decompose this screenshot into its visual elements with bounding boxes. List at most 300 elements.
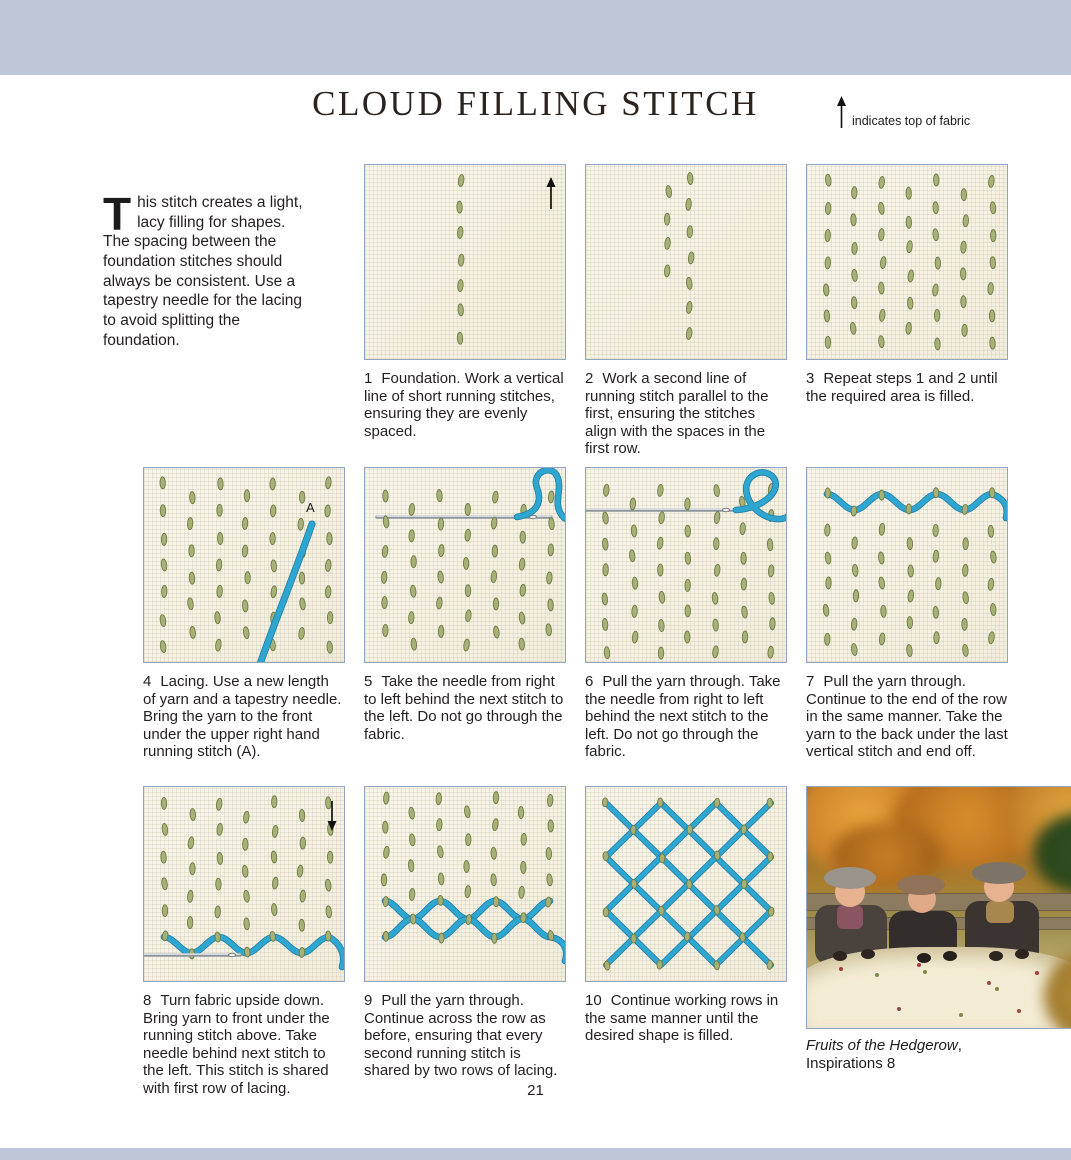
running-stitch <box>161 559 168 572</box>
running-stitch <box>960 241 966 253</box>
child-scarf <box>986 901 1014 923</box>
running-stitch <box>408 807 415 820</box>
yarn <box>716 911 744 938</box>
running-stitch <box>963 215 969 227</box>
yarn <box>992 494 1007 518</box>
running-stitch <box>217 532 223 544</box>
child-cap <box>972 862 1026 884</box>
running-stitch <box>438 895 444 905</box>
running-stitch <box>739 932 745 942</box>
running-stitch <box>823 284 829 296</box>
running-stitch <box>906 216 912 228</box>
running-stitch <box>187 517 193 529</box>
running-stitch <box>934 632 940 644</box>
child-glove <box>989 951 1003 961</box>
running-stitch <box>545 624 551 636</box>
running-stitch <box>325 559 332 571</box>
running-stitch <box>325 797 331 809</box>
running-stitch <box>853 590 859 602</box>
gallery-caption: Fruits of the Hedgerow, Inspirations 8 <box>806 1037 962 1072</box>
running-stitch <box>327 641 333 653</box>
running-stitch <box>299 491 304 503</box>
running-stitch <box>548 544 554 556</box>
running-stitch <box>242 517 248 529</box>
running-stitch <box>327 612 333 624</box>
running-stitch <box>437 571 444 584</box>
running-stitch <box>216 823 223 836</box>
header-band <box>0 0 1071 75</box>
running-stitch <box>714 851 720 861</box>
step-photo-7 <box>806 467 1008 663</box>
running-stitch <box>741 879 747 888</box>
running-stitch <box>439 933 445 943</box>
running-stitch <box>687 172 693 184</box>
running-stitch <box>520 913 526 923</box>
running-stitch <box>879 633 886 646</box>
running-stitch <box>518 807 524 819</box>
running-stitch <box>991 230 996 242</box>
yarn <box>634 938 662 965</box>
running-stitch <box>381 571 387 583</box>
running-stitch <box>217 504 223 516</box>
running-stitch <box>658 564 663 576</box>
running-stitch <box>879 309 886 322</box>
running-stitch <box>548 517 555 529</box>
running-stitch <box>160 505 166 517</box>
running-stitch <box>491 933 497 943</box>
running-stitch <box>933 550 939 562</box>
drop-cap: T <box>103 188 132 240</box>
yarn <box>661 911 689 938</box>
running-stitch <box>850 322 857 335</box>
running-stitch <box>465 585 470 597</box>
running-stitch <box>161 585 167 597</box>
step-photo-8 <box>143 786 345 982</box>
running-stitch <box>604 961 610 971</box>
running-stitch <box>161 797 167 809</box>
yarn <box>661 857 689 884</box>
step-caption-3: 3 Repeat steps 1 and 2 until the required area is filled. <box>806 370 998 405</box>
child-glove <box>917 953 931 963</box>
yarn <box>744 857 772 884</box>
running-stitch <box>299 598 306 611</box>
running-stitch <box>962 591 969 604</box>
running-stitch <box>383 931 389 941</box>
running-stitch <box>714 798 721 808</box>
running-stitch <box>603 484 609 496</box>
running-stitch <box>934 338 940 350</box>
running-stitch <box>962 564 968 576</box>
running-stitch <box>686 301 693 314</box>
running-stitch <box>520 531 526 543</box>
page-number: 21 <box>527 1082 544 1099</box>
running-stitch <box>658 647 663 659</box>
running-stitch <box>493 598 498 610</box>
running-stitch <box>161 877 168 890</box>
running-stitch <box>457 201 463 213</box>
running-stitch <box>768 565 774 577</box>
running-stitch <box>189 492 195 504</box>
running-stitch <box>272 877 279 890</box>
running-stitch <box>603 852 609 861</box>
running-stitch <box>244 490 249 502</box>
running-stitch <box>325 879 332 892</box>
running-stitch <box>187 917 193 929</box>
running-stitch <box>214 612 220 624</box>
gallery-photo <box>806 786 1071 1029</box>
running-stitch <box>657 484 664 496</box>
running-stitch <box>878 202 885 215</box>
step-figure-9 <box>364 786 566 1080</box>
running-stitch <box>990 603 996 615</box>
step-caption-2: 2 Work a second line of running stitch parallel to the first, ensuring the stitches align with the spaces in the first row. <box>585 370 769 458</box>
child-scarf <box>837 905 863 929</box>
running-stitch <box>438 518 444 530</box>
running-stitch <box>824 524 830 536</box>
running-stitch <box>408 860 414 872</box>
yarn <box>744 884 772 911</box>
step-caption-7: 7 Pull the yarn through. Continue to the end of the row in the same manner. Take the yarn to the back under the last vertical stitch and end off. <box>806 673 1008 761</box>
running-stitch <box>244 947 250 957</box>
running-stitch <box>767 852 773 861</box>
step-photo-4 <box>143 467 345 663</box>
running-stitch <box>299 947 305 957</box>
running-stitch <box>906 504 912 514</box>
running-stitch <box>906 240 913 252</box>
running-stitch <box>962 504 969 515</box>
running-stitch <box>741 578 747 590</box>
running-stitch <box>906 644 913 657</box>
running-stitch <box>907 297 913 309</box>
running-stitch <box>684 631 690 643</box>
running-stitch <box>659 591 666 603</box>
running-stitch <box>410 585 416 597</box>
running-stitch <box>493 792 499 804</box>
running-stitch <box>300 890 306 902</box>
running-stitch <box>245 572 251 584</box>
running-stitch <box>326 533 332 545</box>
running-stitch <box>767 646 773 658</box>
running-stitch <box>824 633 830 645</box>
gallery-title: Fruits of the Hedgerow <box>806 1037 958 1054</box>
running-stitch <box>325 505 331 517</box>
running-stitch <box>437 845 444 858</box>
running-stitch <box>685 198 691 210</box>
step-photo-1 <box>364 164 566 360</box>
running-stitch <box>382 545 389 558</box>
up-arrow-icon <box>547 177 556 209</box>
running-stitch <box>712 645 719 658</box>
running-stitch <box>242 865 249 877</box>
child-glove <box>833 951 847 961</box>
running-stitch <box>603 908 608 917</box>
running-stitch <box>521 861 527 873</box>
running-stitch <box>742 631 748 643</box>
step-figure-4 <box>143 467 345 761</box>
running-stitch <box>458 304 464 316</box>
running-stitch <box>988 578 995 591</box>
running-stitch <box>270 533 276 545</box>
yarn <box>258 524 312 662</box>
running-stitch <box>658 798 663 807</box>
running-stitch <box>631 525 637 537</box>
running-stitch <box>685 552 691 564</box>
running-stitch <box>684 932 690 941</box>
step-figure-2 <box>585 164 787 458</box>
running-stitch <box>825 552 832 565</box>
running-stitch <box>216 878 222 890</box>
child-cap <box>824 867 876 889</box>
running-stitch <box>160 640 167 653</box>
running-stitch <box>270 505 276 517</box>
running-stitch <box>519 638 525 650</box>
yarn <box>716 884 744 911</box>
running-stitch <box>878 282 884 294</box>
running-stitch <box>851 643 858 656</box>
running-stitch <box>243 811 250 824</box>
running-stitch <box>187 597 194 610</box>
gallery-subtitle: Inspirations 8 <box>806 1055 896 1072</box>
running-stitch <box>988 525 994 537</box>
running-stitch <box>878 176 885 189</box>
step-photo-2 <box>585 164 787 360</box>
running-stitch <box>630 498 636 510</box>
running-stitch <box>465 834 471 846</box>
step-caption-10: 10 Continue working rows in the same manner until the desired shape is filled. <box>585 992 779 1045</box>
running-stitch <box>408 612 414 624</box>
running-stitch <box>935 578 941 590</box>
point-a-label: A <box>306 500 315 515</box>
running-stitch <box>162 823 169 836</box>
running-stitch <box>963 538 969 550</box>
running-stitch <box>243 838 248 850</box>
running-stitch <box>825 229 831 241</box>
running-stitch <box>990 202 996 214</box>
step-figure-6 <box>585 467 787 761</box>
running-stitch <box>215 906 221 918</box>
running-stitch <box>685 579 691 591</box>
running-stitch <box>216 798 223 811</box>
running-stitch <box>189 545 195 557</box>
running-stitch <box>879 490 884 500</box>
running-stitch <box>383 846 390 859</box>
running-stitch <box>933 174 939 186</box>
running-stitch <box>603 564 609 576</box>
running-stitch <box>438 625 444 637</box>
running-stitch <box>190 863 196 875</box>
step-photo-3 <box>806 164 1008 360</box>
yarn <box>689 803 717 830</box>
running-stitch <box>465 503 471 515</box>
running-stitch <box>271 796 277 808</box>
running-stitch <box>457 226 464 238</box>
running-stitch <box>602 798 608 807</box>
running-stitch <box>908 565 914 577</box>
running-stitch <box>520 584 526 596</box>
intro-text <box>103 188 304 350</box>
running-stitch <box>547 794 553 806</box>
running-stitch <box>770 618 776 630</box>
running-stitch <box>632 631 639 644</box>
running-stitch <box>685 605 690 617</box>
up-arrow-icon <box>836 96 847 129</box>
yarn <box>744 830 772 857</box>
yarn <box>634 803 662 830</box>
running-stitch <box>300 837 306 849</box>
legend-text: indicates top of fabric <box>852 114 971 128</box>
running-stitch <box>658 906 664 915</box>
running-stitch <box>962 618 968 630</box>
yarn <box>744 911 772 938</box>
step-caption-9: 9 Pull the yarn through. Continue across the row as before, ensuring that every second running stitch is shared by two rows of lacing. <box>364 992 558 1080</box>
running-stitch <box>270 585 277 598</box>
yarn <box>716 803 744 830</box>
yarn <box>689 857 717 884</box>
step-caption-4: 4 Lacing. Use a new length of yarn and a tapestry needle. Bring the yarn to the front under the upper right hand running stitch (A). <box>143 673 342 761</box>
step-figure-1 <box>364 164 566 440</box>
yarn <box>634 884 662 911</box>
running-stitch <box>932 284 939 297</box>
running-stitch <box>464 805 471 818</box>
yarn <box>661 884 689 911</box>
running-stitch <box>491 570 497 582</box>
running-stitch <box>989 337 995 349</box>
yarn <box>661 938 689 965</box>
running-stitch <box>713 484 720 497</box>
running-stitch <box>187 890 193 902</box>
running-stitch <box>463 639 470 652</box>
running-stitch <box>714 564 721 577</box>
running-stitch <box>907 537 913 549</box>
running-stitch <box>161 851 167 863</box>
running-stitch <box>741 552 747 564</box>
running-stitch <box>242 600 248 612</box>
running-stitch <box>767 960 773 970</box>
running-stitch <box>851 618 857 630</box>
yarn <box>606 830 634 857</box>
running-stitch <box>824 310 830 322</box>
running-stitch <box>457 279 463 291</box>
running-stitch <box>383 896 389 906</box>
running-stitch <box>602 593 609 605</box>
running-stitch <box>990 551 997 564</box>
running-stitch <box>658 511 665 524</box>
running-stitch <box>457 332 463 344</box>
running-stitch <box>299 919 305 931</box>
running-stitch <box>632 577 638 589</box>
running-stitch <box>383 624 389 636</box>
running-stitch <box>988 175 995 188</box>
running-stitch <box>825 202 831 214</box>
running-stitch <box>411 556 417 568</box>
running-stitch <box>740 522 746 534</box>
running-stitch <box>664 213 669 225</box>
child-glove <box>943 951 957 961</box>
running-stitch <box>878 577 885 590</box>
running-stitch <box>244 918 250 930</box>
running-stitch <box>464 860 470 872</box>
running-stitch <box>630 825 636 834</box>
running-stitch <box>325 476 332 489</box>
running-stitch <box>464 529 471 541</box>
step-figure-7 <box>806 467 1008 761</box>
running-stitch <box>851 269 857 281</box>
yarn <box>744 938 772 965</box>
yarn <box>606 857 634 884</box>
running-stitch <box>299 572 305 584</box>
running-stitch <box>767 798 772 807</box>
running-stitch <box>438 544 444 556</box>
running-stitch <box>436 819 442 831</box>
embroidery-dots <box>839 967 843 971</box>
running-stitch <box>602 512 609 525</box>
running-stitch <box>934 309 939 321</box>
running-stitch <box>685 525 691 537</box>
running-stitch <box>712 619 718 631</box>
yarn <box>716 830 744 857</box>
running-stitch <box>932 228 939 241</box>
yarn <box>716 938 744 965</box>
step-figure-5 <box>364 467 566 743</box>
running-stitch <box>436 489 442 501</box>
running-stitch <box>712 592 719 604</box>
running-stitch <box>825 174 832 187</box>
running-stitch <box>713 538 718 550</box>
running-stitch <box>905 322 912 334</box>
running-stitch <box>298 627 305 640</box>
running-stitch <box>988 282 994 294</box>
step-caption-6: 6 Pull the yarn through. Take the needle from right to left behind the next stitch to the left. Do not go through the fabric. <box>585 673 781 761</box>
yarn <box>661 803 689 830</box>
running-stitch <box>190 808 196 820</box>
child-cap <box>897 875 945 895</box>
running-stitch <box>409 888 415 900</box>
running-stitch <box>243 626 250 639</box>
running-stitch <box>879 523 885 535</box>
running-stitch <box>714 905 720 915</box>
yarn <box>634 911 662 938</box>
running-stitch <box>741 825 747 835</box>
running-stitch <box>878 335 885 347</box>
running-stitch <box>162 905 167 917</box>
running-stitch <box>161 533 167 545</box>
page-title: CLOUD FILLING STITCH <box>312 84 759 123</box>
yarn <box>689 911 717 938</box>
running-stitch <box>906 187 912 199</box>
running-stitch <box>768 592 774 604</box>
running-stitch <box>493 897 499 907</box>
running-stitch <box>826 577 832 589</box>
running-stitch <box>409 834 416 847</box>
running-stitch <box>521 833 527 845</box>
child-glove <box>1015 949 1029 959</box>
running-stitch <box>492 491 499 504</box>
step-caption-8: 8 Turn fabric upside down. Bring yarn to front under the running stitch above. Take needle behind next stitch to the left. This stitch is shared with first row of lacing. <box>143 992 330 1097</box>
running-stitch <box>271 560 277 572</box>
running-stitch <box>961 296 967 308</box>
running-stitch <box>851 214 857 226</box>
running-stitch <box>767 539 773 551</box>
running-stitch <box>933 524 939 536</box>
embroidered-blanket <box>806 947 1071 1029</box>
yarn <box>689 884 717 911</box>
running-stitch <box>825 257 831 269</box>
running-stitch <box>852 242 858 254</box>
running-stitch <box>823 604 830 617</box>
step-photo-10 <box>585 786 787 982</box>
running-stitch <box>298 518 304 530</box>
running-stitch <box>383 490 389 502</box>
